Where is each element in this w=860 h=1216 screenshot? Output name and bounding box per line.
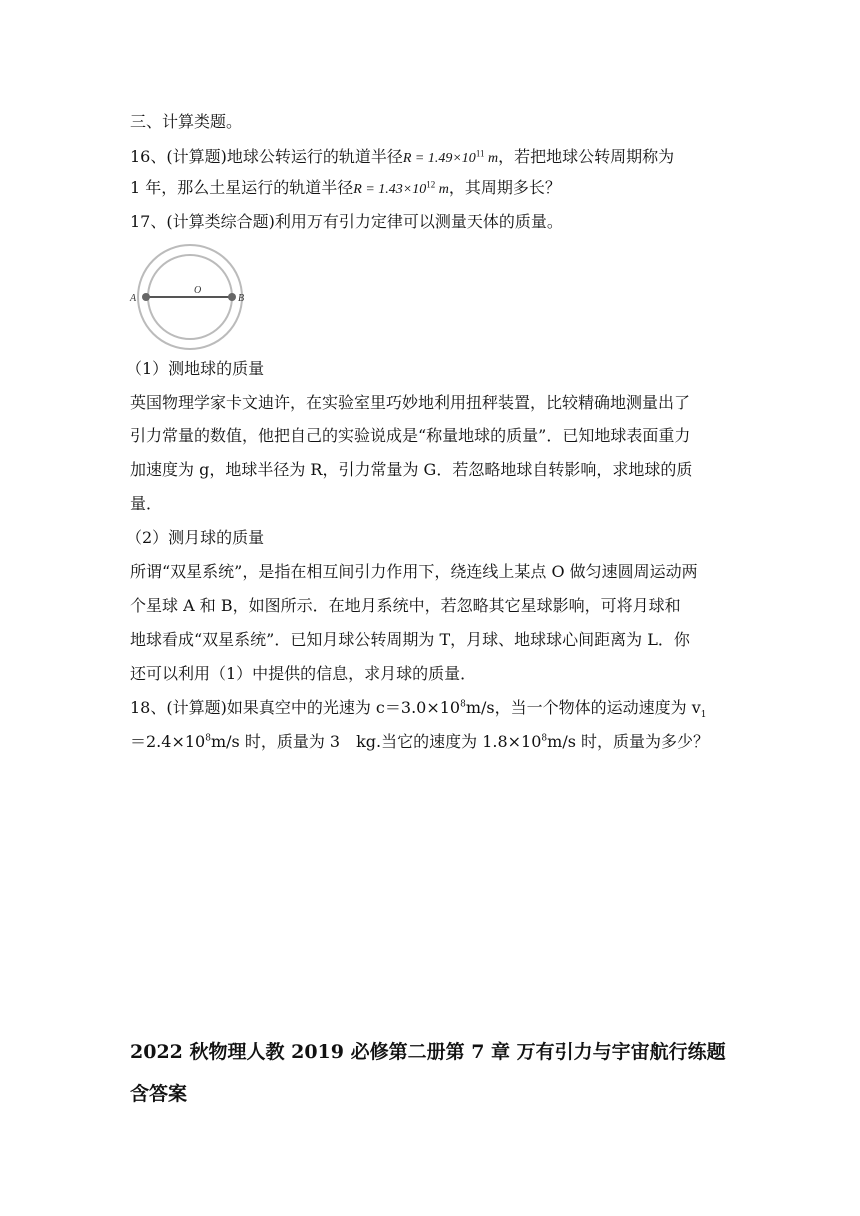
label-b: B [238,293,245,304]
q16-formula-1-exp: 11 [475,148,485,159]
q17-part2-line1: 所谓“双星系统”，是指在相互间引力作用下，绕连线上某点 O 做匀速圆周运动两 [130,562,698,581]
q17-part2-line2: 个星球 A 和 B，如图所示．在地月系统中，若忽略其它星球影响，可将月球和 [130,596,681,615]
footer-title-line2: 含答案 [130,1083,188,1105]
q17-part1-line1: 英国物理学家卡文迪许，在实验室里巧妙地利用扭秤装置，比较精确地测量出了 [130,393,691,412]
q17-part2-line4: 还可以利用（1）中提供的信息，求月球的质量． [130,664,477,683]
q17-part1-line3: 加速度为 g，地球半径为 R，引力常量为 G．若忽略地球自转影响，求地球的质 [130,460,693,479]
star-b [228,293,236,301]
q18-exp-b: 8 [205,733,211,744]
label-o: O [194,285,202,296]
star-a [142,293,150,301]
q18-line2 [130,732,709,752]
q18-line1 [130,698,707,721]
q18-text-e: m/s 时，质量为多少？ [547,732,710,751]
q18-text-a: 18、(计算题)如果真空中的光速为 c＝3.0×10 [130,698,461,717]
q16-text-d: ，其周期多长？ [448,178,561,197]
q16-text-b: ，若把地球公转周期称为 [498,147,675,166]
q18-sub-v: 1 [700,710,707,721]
q16-formula-1-body: R = 1.49×10 [402,151,476,166]
q18-exp-a: 8 [460,699,466,710]
binary-star-diagram [128,240,248,352]
q16-text-a: 16、(计算题)地球公转运行的轨道半径 [130,147,403,166]
q18-exp-c: 8 [541,733,548,744]
q16-text-c: 1 年，那么土星运行的轨道半径 [130,178,354,197]
q16-formula-1 [402,148,499,166]
q17-part1-line4: 量． [130,494,163,513]
q16-formula-2 [353,179,449,197]
q17-part2-heading: （2）测月球的质量 [126,528,265,547]
q16-line2 [130,178,561,200]
q16-line1 [130,147,674,169]
q18-text-c: ＝2.4×10 [130,732,206,751]
q18-text-d: m/s 时，质量为 3 kg.当它的速度为 1.8×10 [210,732,542,751]
label-a: A [130,293,137,304]
q17-part2-line3: 地球看成“双星系统”．已知月球公转周期为 T，月球、地球球心间距离为 L．你 [130,630,690,649]
q17-part1-heading: （1）测地球的质量 [126,359,265,378]
q18-text-b: m/s，当一个物体的运动速度为 v [465,698,701,717]
q17-title: 17、(计算类综合题)利用万有引力定律可以测量天体的质量。 [130,212,563,231]
section-heading: 三、计算类题。 [130,112,243,131]
footer-title-line1: 2022 秋物理人教 2019 必修第二册第 7 章 万有引力与宇宙航行练题 [130,1041,726,1063]
q16-formula-2-body: R = 1.43×10 [353,182,427,197]
q16-formula-2-unit: m [438,182,449,197]
q16-formula-1-unit: m [487,151,499,166]
q16-formula-2-exp: 12 [426,179,436,190]
q17-part1-line2: 引力常量的数值，他把自己的实验说成是“称量地球的质量”．已知地球表面重力 [130,426,691,445]
